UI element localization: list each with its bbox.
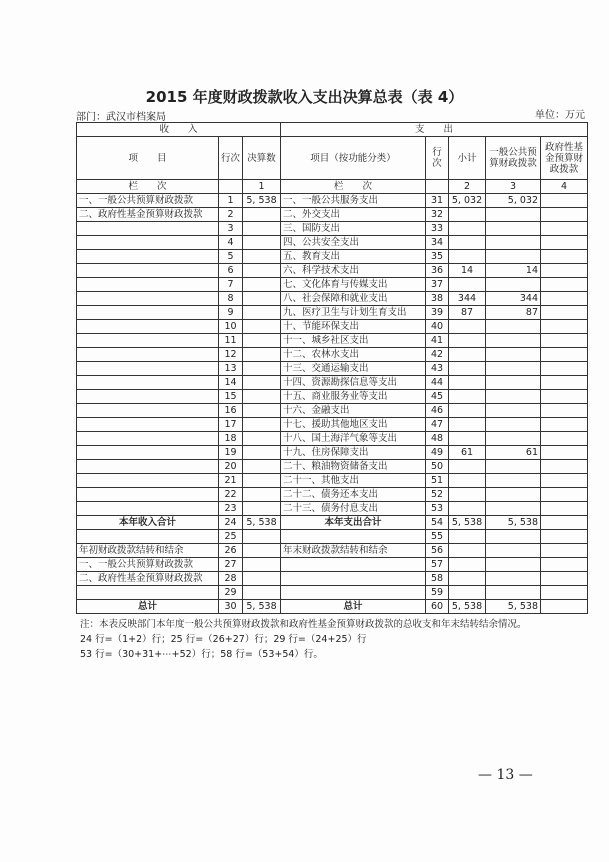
income-row-no: 12 [219,348,243,362]
income-row-no: 24 [219,516,243,530]
expense-row-no: 39 [426,306,449,320]
expense-row-no: 42 [426,348,449,362]
table-row [77,474,588,488]
expense-row-no: 31 [426,194,449,208]
income-row-no: 10 [219,320,243,334]
expense-item: 十六、金融支出 [281,404,426,418]
income-amount [243,306,281,320]
fund-budget [541,404,588,418]
income-item [77,530,219,544]
income-item [77,586,219,600]
income-item [77,432,219,446]
general-budget: 5, 538 [486,516,541,530]
income-row-no: 13 [219,362,243,376]
subtotal [449,432,486,446]
expense-item: 十三、交通运输支出 [281,362,426,376]
income-item [77,404,219,418]
expense-item: 二十二、债务还本支出 [281,488,426,502]
income-amount [243,264,281,278]
expense-item: 十二、农林水支出 [281,348,426,362]
income-header: 收 入 [77,123,281,137]
expense-row-no: 47 [426,418,449,432]
general-budget [486,250,541,264]
general-budget [486,418,541,432]
note-line: 注：本表反映部门本年度一般公共预算财政拨款和政府性基金预算财政拨款的总收支和年末结转结余情况。 [80,619,527,630]
fund-budget [541,446,588,460]
subtotal: 61 [449,446,486,460]
general-budget [486,432,541,446]
table-row [77,460,588,474]
income-row-no: 21 [219,474,243,488]
expense-row-no: 37 [426,278,449,292]
general-budget [486,278,541,292]
subtotal [449,474,486,488]
general-budget [486,544,541,558]
table-row [77,586,588,600]
expense-item: 六、科学技术支出 [281,264,426,278]
general-budget [486,572,541,586]
subtotal [449,390,486,404]
expense-row-no: 48 [426,432,449,446]
table-row [77,390,588,404]
expense-item [281,586,426,600]
row-no-header: 行次 [219,137,243,180]
income-amount [243,446,281,460]
expense-item: 十五、商业服务业等支出 [281,390,426,404]
income-amount [243,572,281,586]
expense-item: 十、节能环保支出 [281,320,426,334]
income-amount [243,558,281,572]
subtotal [449,572,486,586]
page-title: 2015 年度财政拨款收入支出决算总表（表 4） [145,88,464,106]
table-row [77,432,588,446]
expense-row-no: 50 [426,460,449,474]
col-label: 栏 次 [77,180,219,194]
table-row [77,446,588,460]
income-item: 一、一般公共预算财政拨款 [77,194,219,208]
fund-budget [541,348,588,362]
table-row [77,264,588,278]
col-3: 3 [486,180,541,194]
expense-item: 十一、城乡社区支出 [281,334,426,348]
income-row-no: 9 [219,306,243,320]
expense-row-no: 44 [426,376,449,390]
expense-item [281,572,426,586]
subtotal [449,488,486,502]
table-row [77,236,588,250]
expense-row-no: 38 [426,292,449,306]
general-budget [486,404,541,418]
expense-item: 二、外交支出 [281,208,426,222]
income-amount [243,488,281,502]
table-row [77,488,588,502]
income-amount [243,348,281,362]
income-amount [243,334,281,348]
income-item [77,250,219,264]
subtotal: 344 [449,292,486,306]
income-row-no: 4 [219,236,243,250]
subtotal [449,376,486,390]
income-amount [243,474,281,488]
fund-budget [541,306,588,320]
fund-budget [541,362,588,376]
income-item [77,292,219,306]
expense-row-no: 49 [426,446,449,460]
general-budget [486,390,541,404]
general-budget [486,376,541,390]
general-budget: 344 [486,292,541,306]
income-item [77,418,219,432]
expense-row-no: 41 [426,334,449,348]
income-row-no: 25 [219,530,243,544]
fund-budget-header: 政府性基金预算财政拨款 [541,137,588,180]
fund-budget [541,544,588,558]
income-item: 本年收入合计 [77,516,219,530]
income-row-no: 16 [219,404,243,418]
fund-budget [541,334,588,348]
subtotal: 5, 538 [449,516,486,530]
fund-budget [541,572,588,586]
income-row-no: 28 [219,572,243,586]
expense-row-no: 52 [426,488,449,502]
subtotal [449,362,486,376]
income-item [77,474,219,488]
income-amount [243,404,281,418]
fund-budget [541,292,588,306]
general-budget [486,208,541,222]
table-row [77,222,588,236]
income-row-no: 8 [219,292,243,306]
subtotal [449,586,486,600]
note-line: 53 行=（30+31+⋯+52）行；58 行=（53+54）行。 [80,649,323,660]
income-row-no: 2 [219,208,243,222]
subtotal [449,460,486,474]
income-row-no: 17 [219,418,243,432]
table-row [77,306,588,320]
row-no-header-2: 行次 [426,137,449,180]
income-row-no: 29 [219,586,243,600]
expense-item: 二十三、债务付息支出 [281,502,426,516]
expense-item: 三、国防支出 [281,222,426,236]
income-item [77,362,219,376]
income-item [77,264,219,278]
expense-item: 九、医疗卫生与计划生育支出 [281,306,426,320]
general-budget: 14 [486,264,541,278]
general-budget [486,558,541,572]
income-item: 二、政府性基金预算财政拨款 [77,208,219,222]
income-item [77,376,219,390]
income-row-no: 15 [219,390,243,404]
subtotal [449,222,486,236]
subtotal [449,348,486,362]
fund-budget [541,474,588,488]
income-amount [243,320,281,334]
table-row [77,558,588,572]
income-row-no: 20 [219,460,243,474]
fund-budget [541,264,588,278]
expense-row-no: 54 [426,516,449,530]
income-amount [243,390,281,404]
expense-row-no: 60 [426,600,449,614]
income-item [77,334,219,348]
subtotal [449,558,486,572]
subtotal [449,208,486,222]
general-budget [486,586,541,600]
income-row-no: 23 [219,502,243,516]
income-item [77,460,219,474]
general-budget [486,362,541,376]
expense-item: 本年支出合计 [281,516,426,530]
expense-row-no: 40 [426,320,449,334]
income-item [77,446,219,460]
fund-budget [541,488,588,502]
fund-budget [541,208,588,222]
income-amount [243,586,281,600]
fund-budget [541,516,588,530]
expense-item [281,558,426,572]
income-amount: 5, 538 [243,600,281,614]
fund-budget [541,320,588,334]
income-item [77,278,219,292]
income-item: 一、一般公共预算财政拨款 [77,558,219,572]
income-amount [243,250,281,264]
expense-item: 总计 [281,600,426,614]
table-row [77,404,588,418]
fund-budget [541,600,588,614]
general-budget-header: 一般公共预算财政拨款 [486,137,541,180]
table-row [77,334,588,348]
subtotal: 5, 538 [449,600,486,614]
expense-item: 五、教育支出 [281,250,426,264]
income-amount [243,544,281,558]
income-item [77,488,219,502]
item-header: 项 目 [77,137,219,180]
expense-row-no: 56 [426,544,449,558]
income-row-no: 18 [219,432,243,446]
fund-budget [541,418,588,432]
income-amount [243,208,281,222]
subtotal [449,334,486,348]
expense-item: 年末财政拨款结转和结余 [281,544,426,558]
table-row [77,516,588,530]
expense-item: 四、公共安全支出 [281,236,426,250]
income-amount [243,362,281,376]
income-item [77,390,219,404]
expense-item [281,530,426,544]
general-budget [486,348,541,362]
expense-row-no: 34 [426,236,449,250]
subtotal [449,502,486,516]
table-row [77,376,588,390]
general-budget [486,320,541,334]
general-budget: 5, 032 [486,194,541,208]
table-row [77,208,588,222]
expense-row-no: 33 [426,222,449,236]
expense-row-no: 59 [426,586,449,600]
income-amount [243,530,281,544]
expense-item: 二十、粮油物资储备支出 [281,460,426,474]
subtotal [449,418,486,432]
income-row-no: 27 [219,558,243,572]
table-row [77,572,588,586]
col-4: 4 [541,180,588,194]
expense-row-no: 32 [426,208,449,222]
income-row-no: 5 [219,250,243,264]
budget-table [76,122,588,614]
income-row-no: 22 [219,488,243,502]
page-number: — 13 — [478,767,533,783]
general-budget [486,460,541,474]
fund-budget [541,530,588,544]
general-budget: 87 [486,306,541,320]
income-row-no: 14 [219,376,243,390]
income-amount [243,292,281,306]
general-budget [486,334,541,348]
income-amount [243,236,281,250]
expense-item: 一、一般公共服务支出 [281,194,426,208]
table-row [77,278,588,292]
expense-row-no: 53 [426,502,449,516]
income-item [77,502,219,516]
fund-budget [541,558,588,572]
income-row-no: 11 [219,334,243,348]
note-line: 24 行=（1+2）行；25 行=（26+27）行；29 行=（24+25）行 [80,634,367,645]
table-row [77,292,588,306]
fund-budget [541,278,588,292]
expense-row-no: 55 [426,530,449,544]
subtotal [449,236,486,250]
income-amount [243,222,281,236]
expense-row-no: 58 [426,572,449,586]
table-row [77,600,588,614]
table-row [77,418,588,432]
table-row [77,194,588,208]
income-row-no: 26 [219,544,243,558]
subtotal: 87 [449,306,486,320]
subtotal [449,530,486,544]
subtotal-header: 小计 [449,137,486,180]
table-row [77,250,588,264]
general-budget [486,530,541,544]
expense-header: 支 出 [281,123,588,137]
general-budget [486,236,541,250]
income-item: 年初财政拨款结转和结余 [77,544,219,558]
fund-budget [541,236,588,250]
fund-budget [541,390,588,404]
subtotal: 5, 032 [449,194,486,208]
subtotal [449,250,486,264]
income-amount [243,418,281,432]
expense-row-no: 35 [426,250,449,264]
income-amount [243,376,281,390]
general-budget: 61 [486,446,541,460]
expense-row-no: 57 [426,558,449,572]
fund-budget [541,502,588,516]
fund-budget [541,586,588,600]
income-amount [243,278,281,292]
income-row-no: 3 [219,222,243,236]
col-label-2: 栏 次 [281,180,426,194]
expense-item: 十四、资源勘探信息等支出 [281,376,426,390]
unit-label: 单位：万元 [535,110,585,121]
fund-budget [541,460,588,474]
table-row [77,544,588,558]
income-item [77,236,219,250]
subtotal [449,404,486,418]
table-row [77,502,588,516]
general-budget: 5, 538 [486,600,541,614]
subtotal [449,278,486,292]
income-amount [243,432,281,446]
subtotal [449,320,486,334]
expense-row-no: 46 [426,404,449,418]
department-label: 部门：武汉市档案局 [76,112,166,123]
notes [80,617,527,662]
table-row [77,362,588,376]
income-row-no: 1 [219,194,243,208]
income-row-no: 19 [219,446,243,460]
general-budget [486,502,541,516]
income-amount [243,460,281,474]
income-amount: 5, 538 [243,194,281,208]
expense-item: 二十一、其他支出 [281,474,426,488]
expense-row-no: 51 [426,474,449,488]
income-item [77,306,219,320]
income-amount: 5, 538 [243,516,281,530]
expense-item: 十七、援助其他地区支出 [281,418,426,432]
expense-item: 七、文化体育与传媒支出 [281,278,426,292]
table-row [77,348,588,362]
general-budget [486,222,541,236]
table-row [77,320,588,334]
income-item [77,222,219,236]
col-2: 2 [449,180,486,194]
col-1: 1 [243,180,281,194]
expense-row-no: 45 [426,390,449,404]
general-budget [486,474,541,488]
fund-budget [541,222,588,236]
general-budget [486,488,541,502]
income-item [77,348,219,362]
expense-item: 十九、住房保障支出 [281,446,426,460]
income-item: 二、政府性基金预算财政拨款 [77,572,219,586]
amount-header: 决算数 [243,137,281,180]
income-row-no: 7 [219,278,243,292]
fund-budget [541,250,588,264]
income-row-no: 6 [219,264,243,278]
income-item: 总计 [77,600,219,614]
expense-item: 十八、国土海洋气象等支出 [281,432,426,446]
income-amount [243,502,281,516]
fund-budget [541,376,588,390]
income-item [77,320,219,334]
expense-row-no: 43 [426,362,449,376]
fund-budget [541,194,588,208]
income-row-no: 30 [219,600,243,614]
func-item-header: 项目（按功能分类） [281,137,426,180]
expense-row-no: 36 [426,264,449,278]
subtotal: 14 [449,264,486,278]
expense-item: 八、社会保障和就业支出 [281,292,426,306]
subtotal [449,544,486,558]
table-row [77,530,588,544]
fund-budget [541,432,588,446]
